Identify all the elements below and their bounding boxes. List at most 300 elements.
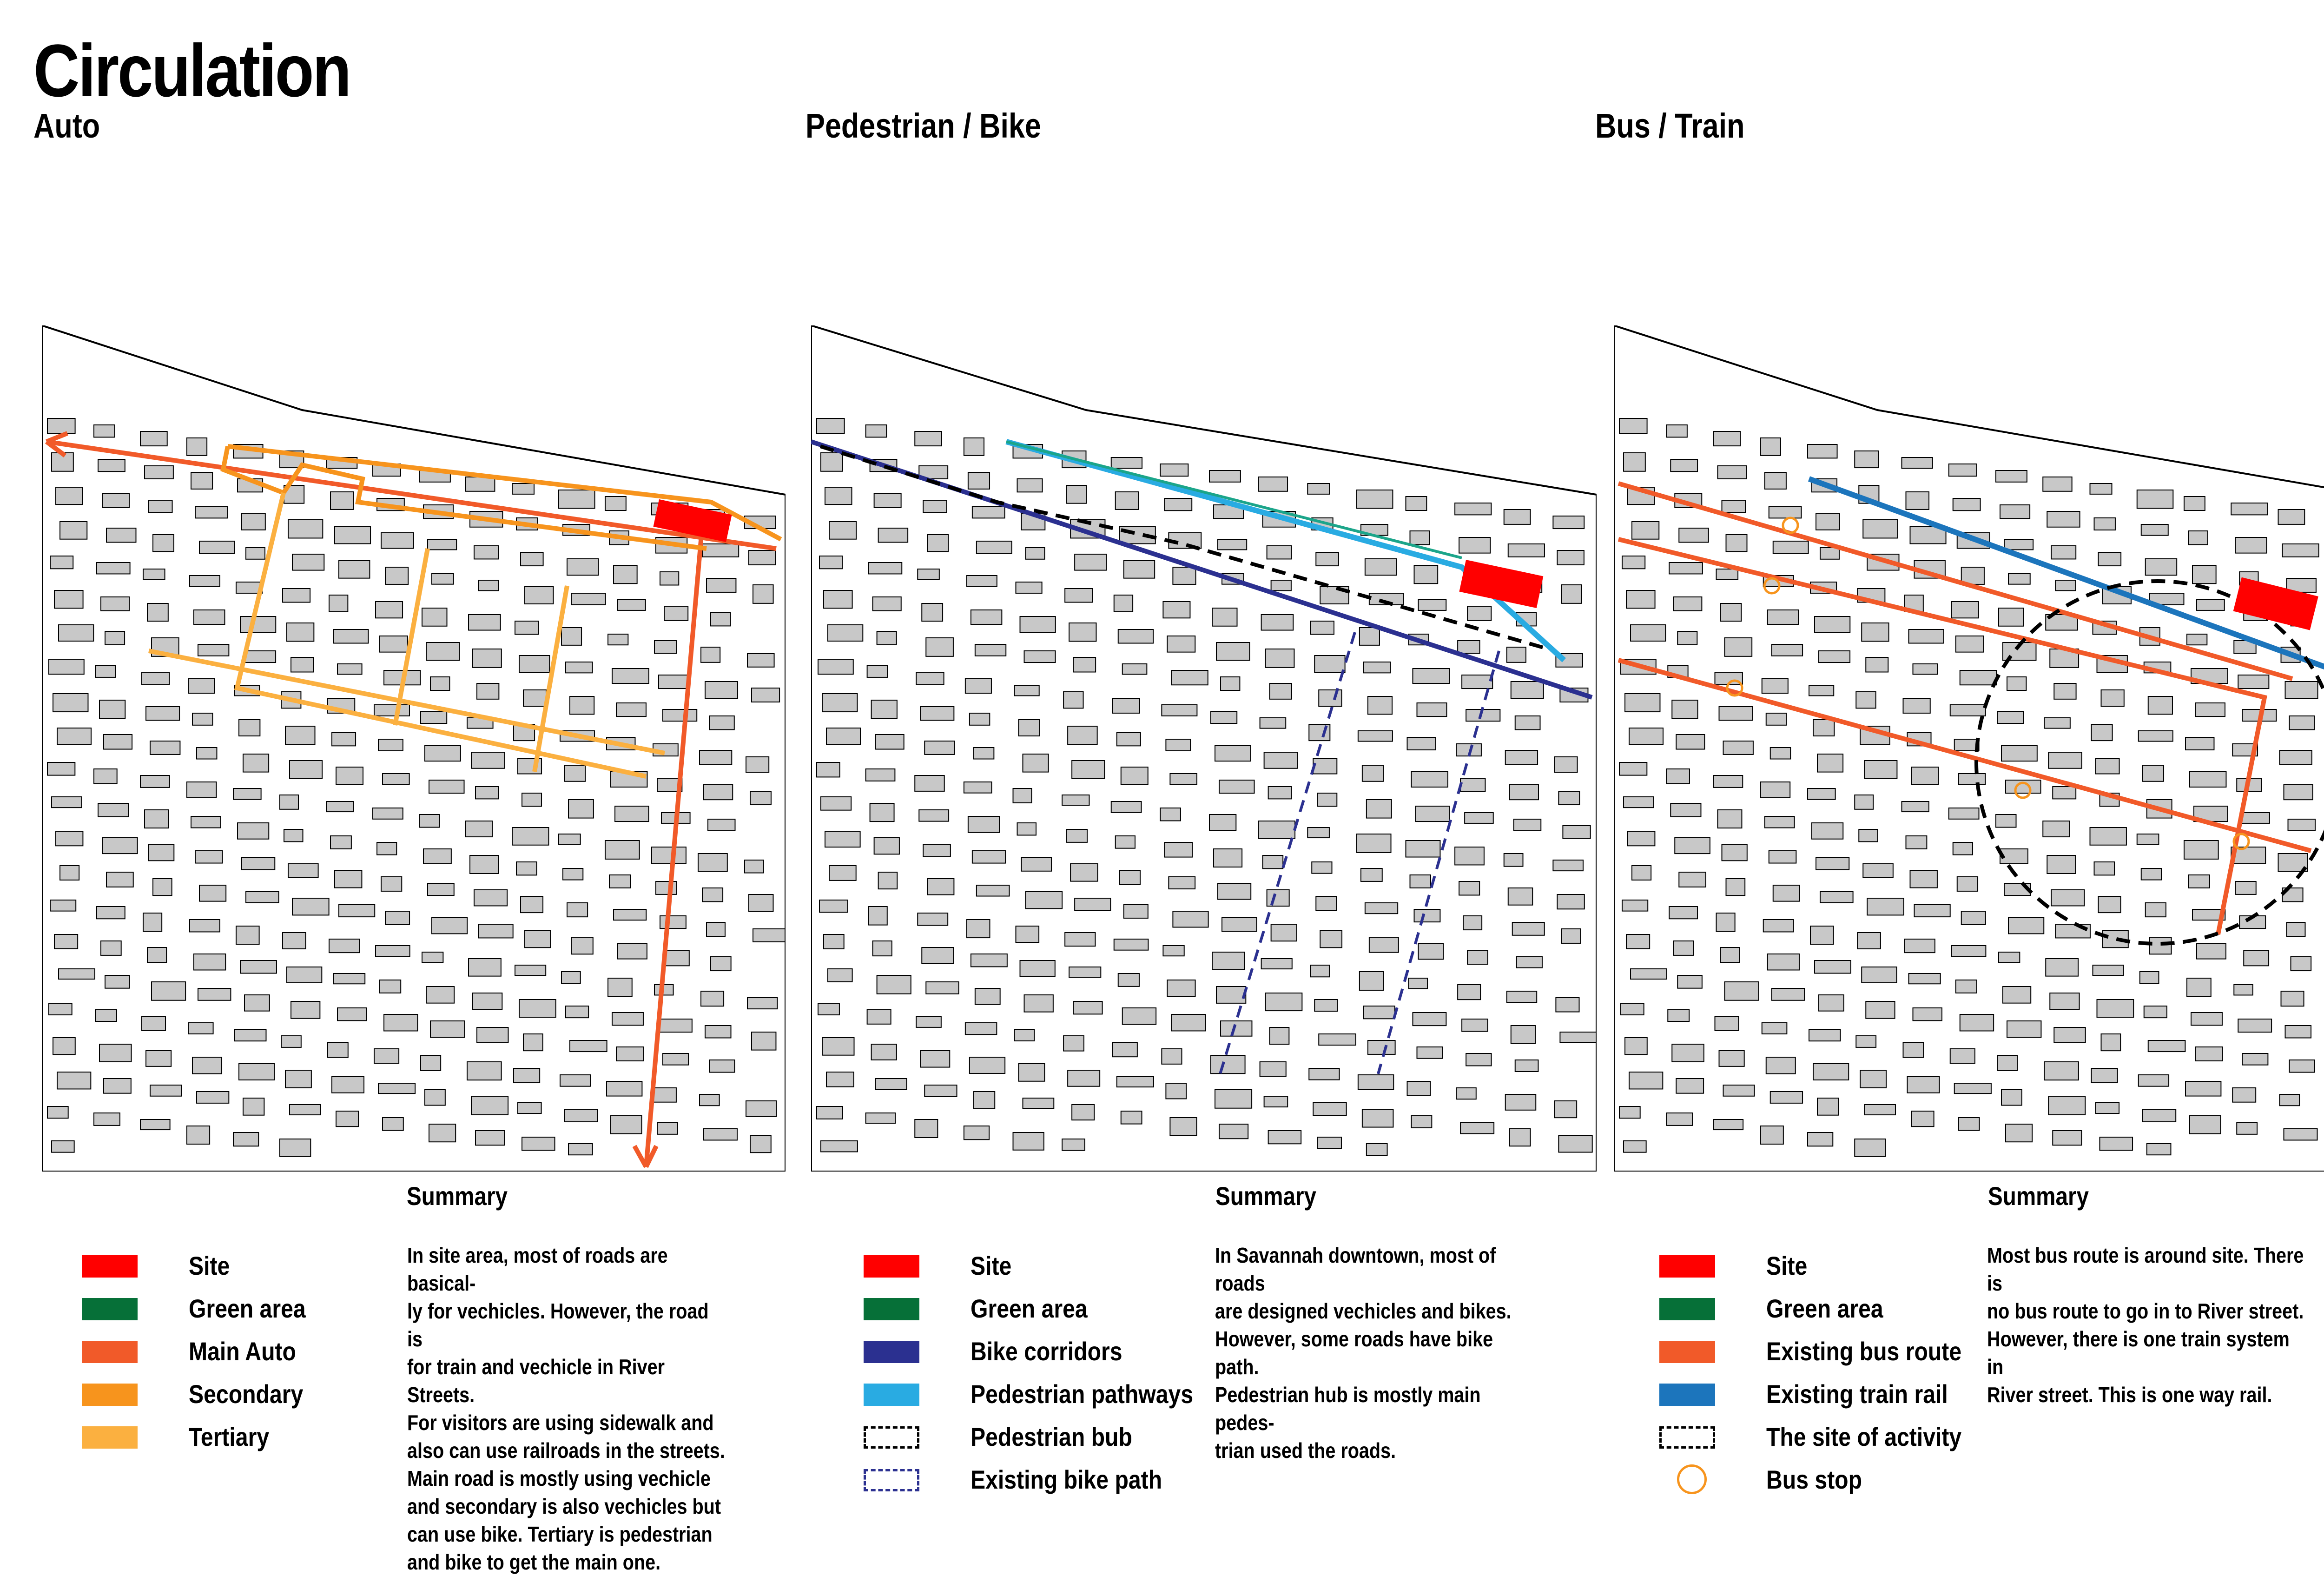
city-block [2148, 696, 2172, 714]
city-block [1717, 569, 1738, 579]
city-block [1016, 582, 1042, 593]
city-block [236, 926, 259, 944]
city-block [1561, 929, 1580, 943]
city-block [1624, 453, 1645, 471]
city-block [2150, 937, 2172, 954]
city-block [242, 513, 265, 530]
city-block [1867, 898, 1904, 915]
city-block [1209, 470, 1241, 482]
city-block [339, 905, 375, 917]
city-block [153, 879, 172, 895]
city-block [1417, 703, 1447, 716]
city-block [292, 898, 329, 915]
city-block [1815, 960, 1851, 973]
city-block [1419, 944, 1444, 959]
city-block [523, 1034, 543, 1051]
city-block [753, 585, 773, 603]
city-block [56, 831, 83, 846]
city-block [1809, 1029, 1840, 1041]
city-block [1912, 1111, 1934, 1126]
city-block [330, 836, 351, 849]
legend-swatch [1659, 1341, 1715, 1363]
city-block [702, 888, 723, 901]
city-block [1762, 679, 1788, 693]
city-block [1558, 1135, 1592, 1152]
city-block [1668, 1010, 1689, 1021]
city-block [1266, 649, 1294, 668]
city-block [560, 1075, 590, 1086]
city-block [700, 1094, 720, 1106]
city-block [235, 1029, 266, 1041]
city-block [150, 1085, 181, 1096]
city-block [1260, 1062, 1286, 1076]
city-block [140, 775, 170, 788]
city-block [2287, 922, 2305, 936]
city-block [571, 593, 606, 605]
city-block [150, 741, 180, 755]
city-block [1072, 1105, 1094, 1120]
city-block [97, 907, 125, 919]
city-block [329, 595, 348, 612]
city-block [2094, 518, 2115, 530]
city-block [50, 556, 73, 569]
city-block [426, 987, 454, 1003]
city-block [872, 700, 897, 718]
city-block [2146, 903, 2166, 917]
city-block [1961, 911, 1986, 925]
city-block [1070, 864, 1097, 881]
city-block [2148, 1040, 2185, 1052]
city-block [1267, 890, 1289, 906]
city-block [2092, 724, 2113, 741]
city-block [473, 649, 502, 668]
city-block [384, 1014, 417, 1031]
city-block [1629, 1072, 1663, 1089]
city-block [2099, 896, 2121, 913]
city-block [1023, 754, 1049, 772]
city-block [1017, 823, 1037, 835]
city-block [1956, 980, 1977, 993]
city-block [1268, 787, 1292, 799]
city-block [1116, 492, 1139, 510]
city-block [2007, 1021, 2041, 1037]
city-block [818, 1003, 839, 1015]
city-block [1622, 556, 1645, 569]
city-block [1160, 808, 1181, 821]
city-block [1621, 1003, 1644, 1015]
city-block [2004, 539, 2033, 550]
city-block [381, 533, 414, 549]
city-block [1956, 636, 1984, 652]
city-block [430, 677, 449, 690]
city-block [1908, 1077, 1940, 1093]
city-block [1949, 464, 1977, 476]
city-block [977, 541, 1012, 554]
city-block [47, 1106, 68, 1118]
city-block [2092, 1068, 2118, 1083]
city-block [1765, 472, 1786, 489]
city-block [2093, 965, 2124, 975]
city-block [698, 854, 727, 871]
city-block [1364, 1006, 1395, 1019]
city-block [2137, 490, 2173, 508]
city-block [2284, 785, 2313, 800]
city-block [285, 726, 315, 744]
city-block [512, 828, 548, 845]
city-block [49, 659, 84, 674]
city-block [1959, 1118, 1980, 1131]
city-block [1768, 610, 1798, 624]
city-block [332, 733, 356, 746]
city-block [1676, 735, 1704, 749]
city-block [1417, 1047, 1443, 1059]
city-block [1959, 774, 1986, 785]
city-block [1866, 657, 1888, 672]
city-block [1413, 1013, 1446, 1026]
city-block [873, 941, 892, 956]
city-block [1563, 826, 1590, 839]
city-block [477, 1027, 508, 1043]
legend-label: Existing bike path [971, 1465, 1162, 1494]
city-block [2195, 703, 2225, 716]
city-block [1316, 896, 1336, 910]
summary-text-auto: In site area, most of roads are basical- ly for vechicles. However, the road is for train and vechicle in River Streets. For visitors are using sidewalk and also can use railroads in the streets. Main road is mostly using vechicle and secondary is also vechicles but can use bike. Tertiary is pedestrian and bike to get the main one. [407, 1243, 725, 1574]
city-block [53, 694, 88, 712]
city-block [477, 683, 499, 699]
city-block [1271, 924, 1297, 941]
city-block [336, 767, 363, 785]
legend-label: Site [189, 1251, 230, 1280]
city-block [2051, 546, 2076, 559]
city-block [432, 574, 454, 584]
legend-swatch [864, 1384, 919, 1406]
city-block [188, 679, 214, 693]
city-block [1624, 1141, 1646, 1152]
city-block [1019, 720, 1040, 736]
city-block [1855, 451, 1878, 468]
city-block [971, 954, 1007, 967]
city-block [383, 1118, 403, 1131]
city-block [1409, 978, 1428, 988]
ped-bike-map-svg [811, 325, 1597, 1172]
page-title: Circulation [33, 29, 350, 112]
city-block [653, 1088, 676, 1102]
city-block [240, 960, 277, 973]
city-block [869, 563, 902, 574]
city-block [2090, 828, 2126, 845]
city-block [1013, 1132, 1044, 1150]
city-block [478, 580, 498, 590]
city-block [1414, 565, 1438, 583]
city-block [1211, 1055, 1245, 1073]
city-block [1770, 1092, 1802, 1103]
legend-swatch [864, 1341, 919, 1363]
city-block [374, 1049, 399, 1063]
city-block [1629, 728, 1663, 744]
city-block [1173, 911, 1208, 927]
city-block [1950, 1049, 1975, 1063]
city-block [605, 841, 640, 859]
city-block [663, 709, 697, 721]
city-block [977, 885, 1010, 896]
city-block [1761, 782, 1790, 798]
city-block [337, 1008, 366, 1020]
city-block [1462, 675, 1492, 689]
city-block [1632, 866, 1651, 880]
city-block [1209, 814, 1236, 830]
city-block [1507, 991, 1537, 1002]
city-block [1459, 537, 1490, 553]
legend-swatch [82, 1426, 138, 1449]
city-block [430, 1021, 464, 1037]
city-block [1625, 1038, 1647, 1054]
city-block [1903, 1042, 1924, 1058]
city-block [1017, 479, 1043, 492]
city-block [821, 797, 851, 810]
city-block [336, 1111, 358, 1126]
city-block [54, 590, 83, 608]
city-block [288, 864, 318, 878]
city-block [1368, 696, 1392, 714]
city-block [1766, 1057, 1796, 1074]
city-block [2237, 1122, 2257, 1134]
city-block [104, 1079, 131, 1093]
city-block [101, 941, 121, 955]
city-block [2044, 1062, 2079, 1080]
city-block [964, 438, 984, 456]
city-block [866, 769, 895, 781]
city-block [1816, 857, 1849, 870]
city-block [1170, 774, 1197, 785]
city-block [1910, 870, 1937, 888]
city-block [866, 1113, 896, 1123]
city-block [1902, 457, 1933, 468]
city-block [1166, 1083, 1186, 1099]
base-map-bus [1614, 325, 2324, 1172]
city-block [2190, 772, 2226, 787]
city-block [1114, 939, 1149, 950]
city-block [1024, 651, 1056, 662]
city-block [1504, 510, 1531, 524]
city-block [965, 1023, 997, 1034]
city-block [1666, 425, 1687, 437]
city-block [1906, 492, 1929, 510]
city-block [471, 1096, 508, 1115]
city-block [1358, 731, 1393, 742]
city-block [1412, 772, 1448, 787]
city-block [140, 1119, 170, 1130]
city-block [471, 752, 505, 768]
city-block [2284, 1129, 2317, 1140]
city-block [1111, 801, 1142, 813]
legend-label: The site of activity [1766, 1422, 1962, 1451]
city-block [2054, 1027, 2085, 1043]
city-block [287, 623, 314, 641]
city-block [99, 700, 125, 718]
city-block [469, 615, 501, 630]
legend-swatch [1659, 1384, 1715, 1406]
city-block [2097, 1000, 2134, 1017]
auto-map-svg [42, 325, 786, 1172]
city-block [924, 1085, 957, 1097]
city-block [1465, 813, 1493, 823]
city-block [1855, 795, 1873, 809]
city-block [826, 728, 860, 744]
city-block [1121, 1111, 1142, 1124]
city-block [380, 980, 401, 993]
city-block [1367, 800, 1392, 818]
city-block [1117, 733, 1141, 746]
city-block [1726, 879, 1745, 895]
city-block [1512, 922, 1545, 935]
city-block [564, 1109, 597, 1122]
city-block [1557, 894, 1584, 909]
city-block [570, 1040, 607, 1052]
city-block [1669, 563, 1703, 574]
city-block [2137, 834, 2159, 844]
city-block [2187, 634, 2207, 645]
legend-swatch [82, 1341, 138, 1363]
city-block [95, 1010, 117, 1021]
city-block [1412, 1116, 1432, 1128]
city-block [381, 877, 402, 891]
city-block [475, 787, 499, 799]
city-block [1319, 690, 1341, 706]
city-block [99, 1044, 132, 1062]
city-block [198, 644, 229, 656]
city-block [1761, 1126, 1783, 1144]
city-block [1996, 814, 2016, 827]
city-block [1819, 995, 1844, 1011]
city-block [1460, 1122, 1494, 1133]
city-block [50, 900, 76, 911]
city-block [280, 795, 298, 809]
city-block [519, 656, 549, 673]
city-block [1718, 466, 1747, 479]
city-block [1357, 490, 1393, 508]
city-block [1063, 1036, 1084, 1051]
city-block [2141, 868, 2161, 880]
city-block [749, 550, 776, 565]
city-block [607, 1081, 642, 1096]
city-block [1510, 1129, 1531, 1146]
city-block [1307, 483, 1329, 494]
city-block [1820, 548, 1839, 559]
city-block [1314, 1000, 1337, 1011]
city-block [975, 988, 1000, 1005]
city-block [664, 606, 688, 621]
city-block [1669, 907, 1697, 919]
city-block [2006, 1124, 2032, 1142]
city-block [283, 589, 310, 602]
city-block [143, 569, 165, 579]
city-block [964, 782, 992, 793]
city-block [290, 1105, 321, 1115]
city-block [2000, 505, 2030, 518]
summary-title-bus-train: Summary [1988, 1181, 2089, 1211]
city-block [145, 466, 173, 479]
city-block [149, 844, 174, 861]
city-block [2090, 483, 2112, 494]
city-block [1065, 589, 1092, 602]
city-block [1361, 868, 1382, 881]
city-block [377, 842, 396, 855]
city-block [1358, 1075, 1393, 1090]
city-block [1761, 438, 1781, 456]
city-block [970, 713, 990, 725]
legend-label: Tertiary [189, 1422, 270, 1451]
city-block [2188, 531, 2208, 544]
city-block [923, 500, 947, 512]
city-block [2190, 1116, 2221, 1134]
city-block [559, 490, 595, 508]
city-block [1717, 913, 1735, 932]
city-block [2147, 1144, 2171, 1155]
city-block [187, 782, 216, 798]
city-block [1419, 600, 1446, 610]
city-block [190, 576, 220, 587]
city-block [1118, 629, 1153, 643]
city-block [1410, 875, 1431, 888]
city-block [1718, 810, 1742, 828]
city-block [238, 823, 269, 839]
panel-title-bus-train: Bus / Train [1595, 106, 1745, 145]
city-block [2197, 944, 2226, 959]
city-block [1949, 808, 1979, 819]
city-block [473, 993, 502, 1010]
city-block [106, 872, 133, 887]
city-block [826, 1072, 854, 1087]
legend-swatch [82, 1298, 138, 1320]
city-block [337, 664, 362, 674]
city-block [1554, 1101, 1577, 1118]
city-block [1261, 959, 1292, 969]
city-block [190, 920, 220, 932]
city-block [1511, 682, 1544, 698]
city-block [1960, 670, 1996, 685]
city-block [2285, 1026, 2311, 1038]
city-block [614, 565, 637, 583]
city-block [514, 1068, 540, 1083]
city-block [1166, 739, 1190, 751]
city-block [523, 690, 546, 706]
city-block [60, 522, 87, 539]
legend-label: Green area [189, 1294, 306, 1323]
city-block [704, 785, 733, 800]
city-block [2290, 716, 2315, 730]
city-block [192, 713, 212, 725]
city-block [618, 600, 646, 610]
city-block [1117, 1077, 1154, 1087]
city-block [1066, 485, 1086, 503]
city-block [1312, 862, 1332, 874]
city-block [965, 679, 991, 693]
legend-label: Bus stop [1766, 1465, 1862, 1494]
city-block [1715, 1016, 1739, 1031]
city-block [1073, 1001, 1102, 1014]
city-block [1219, 1124, 1248, 1139]
city-block [291, 1001, 320, 1019]
city-block [2184, 497, 2205, 510]
city-block [1456, 1088, 1476, 1099]
city-block [422, 952, 443, 962]
legend-swatch [864, 1298, 919, 1320]
city-block [516, 862, 537, 875]
city-block [519, 1000, 556, 1017]
city-block [1508, 888, 1532, 905]
city-block [1072, 761, 1104, 779]
city-block [922, 947, 953, 963]
